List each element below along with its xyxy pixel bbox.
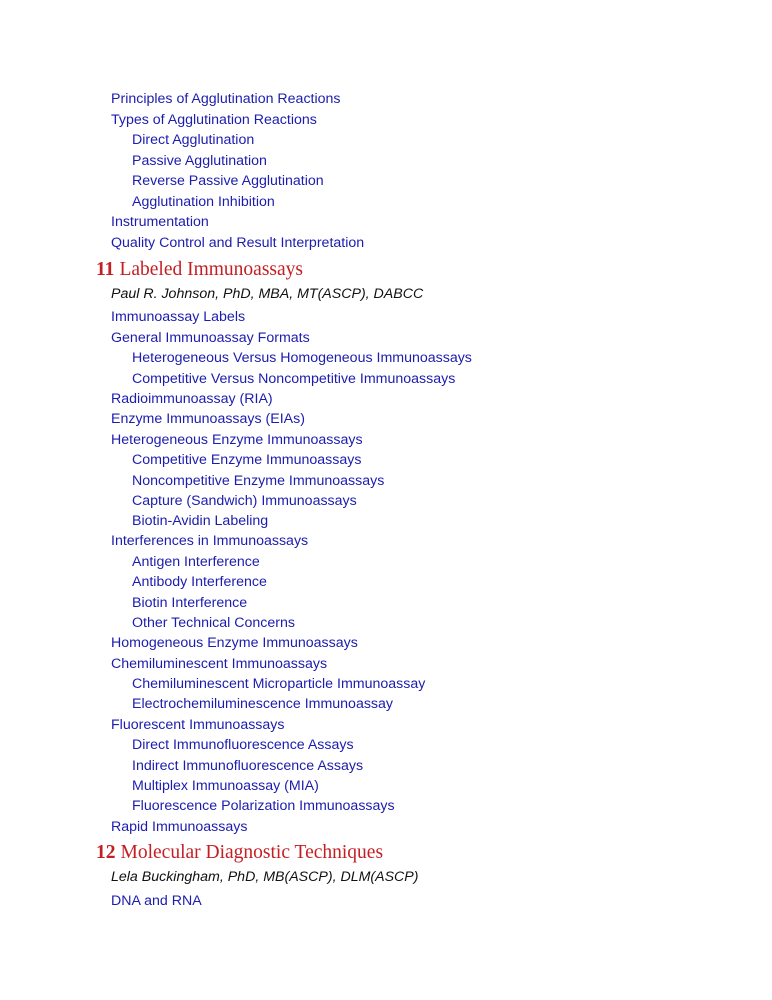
toc-link-homogeneous-enzyme-immunoassays[interactable]: Homogeneous Enzyme Immunoassays (111, 635, 358, 651)
toc-link-chemiluminescent-immunoassays[interactable]: Chemiluminescent Immunoassays (111, 656, 328, 672)
toc-link-general-immunoassay-formats[interactable]: General Immunoassay Formats (111, 330, 310, 346)
chapter-12-title: Molecular Diagnostic Techniques (120, 842, 384, 863)
toc-link-capture-sandwich-immunoassays[interactable]: Capture (Sandwich) Immunoassays (132, 493, 357, 509)
toc-link-biotin-interference[interactable]: Biotin Interference (132, 595, 248, 611)
toc-link-other-technical-concerns[interactable]: Other Technical Concerns (132, 615, 295, 631)
chapter-11-heading[interactable] (96, 258, 303, 282)
toc-link-electrochemiluminescence-immunoassay[interactable]: Electrochemiluminescence Immunoassay (132, 696, 394, 712)
toc-link-direct-immunofluorescence-assays[interactable]: Direct Immunofluorescence Assays (132, 737, 354, 753)
toc-link-fluorescence-polarization-immunoassays[interactable]: Fluorescence Polarization Immunoassays (132, 798, 395, 814)
toc-link-direct-agglutination[interactable]: Direct Agglutination (132, 132, 255, 148)
toc-link-competitive-enzyme-immunoassays[interactable]: Competitive Enzyme Immunoassays (132, 452, 362, 468)
toc-link-reverse-passive-agglutination[interactable]: Reverse Passive Agglutination (132, 173, 324, 189)
chapter-12-heading[interactable] (96, 841, 383, 865)
toc-link-chemiluminescent-microparticle-immunoassay[interactable]: Chemiluminescent Microparticle Immunoassay (132, 676, 426, 692)
toc-link-passive-agglutination[interactable]: Passive Agglutination (132, 153, 267, 169)
toc-link-indirect-immunofluorescence-assays[interactable]: Indirect Immunofluorescence Assays (132, 758, 364, 774)
chapter-11-title: Labeled Immunoassays (119, 259, 304, 280)
toc-link-immunoassay-labels[interactable]: Immunoassay Labels (111, 309, 246, 325)
toc-link-enzyme-immunoassays[interactable]: Enzyme Immunoassays (EIAs) (111, 411, 305, 427)
toc-link-competitive-versus-noncompetitive-immunoassays[interactable]: Competitive Versus Noncompetitive Immunoassays (132, 371, 456, 387)
toc-link-principles-of-agglutination-reactions[interactable]: Principles of Agglutination Reactions (111, 91, 341, 107)
toc-link-noncompetitive-enzyme-immunoassays[interactable]: Noncompetitive Enzyme Immunoassays (132, 473, 385, 489)
toc-link-multiplex-immunoassay[interactable]: Multiplex Immunoassay (MIA) (132, 778, 319, 794)
toc-link-heterogeneous-versus-homogeneous-immunoassays[interactable]: Heterogeneous Versus Homogeneous Immunoassays (132, 350, 472, 366)
toc-link-heterogeneous-enzyme-immunoassays[interactable]: Heterogeneous Enzyme Immunoassays (111, 432, 363, 448)
chapter-12-author: Lela Buckingham, PhD, MB(ASCP), DLM(ASCP) (111, 869, 419, 885)
toc-link-dna-and-rna[interactable]: DNA and RNA (111, 893, 202, 909)
chapter-11-number: 11 (96, 259, 115, 280)
toc-link-antigen-interference[interactable]: Antigen Interference (132, 554, 260, 570)
toc-link-radioimmunoassay[interactable]: Radioimmunoassay (RIA) (111, 391, 273, 407)
toc-link-fluorescent-immunoassays[interactable]: Fluorescent Immunoassays (111, 717, 285, 733)
toc-link-rapid-immunoassays[interactable]: Rapid Immunoassays (111, 819, 248, 835)
chapter-12-number: 12 (96, 842, 116, 863)
toc-link-quality-control-and-result-interpretation[interactable]: Quality Control and Result Interpretation (111, 235, 365, 251)
toc-link-agglutination-inhibition[interactable]: Agglutination Inhibition (132, 194, 275, 210)
toc-link-antibody-interference[interactable]: Antibody Interference (132, 574, 267, 590)
toc-link-instrumentation[interactable]: Instrumentation (111, 214, 209, 230)
chapter-11-author: Paul R. Johnson, PhD, MBA, MT(ASCP), DABCC (111, 286, 424, 302)
toc-link-interferences-in-immunoassays[interactable]: Interferences in Immunoassays (111, 533, 309, 549)
toc-link-types-of-agglutination-reactions[interactable]: Types of Agglutination Reactions (111, 112, 317, 128)
toc-link-biotin-avidin-labeling[interactable]: Biotin-Avidin Labeling (132, 513, 269, 529)
